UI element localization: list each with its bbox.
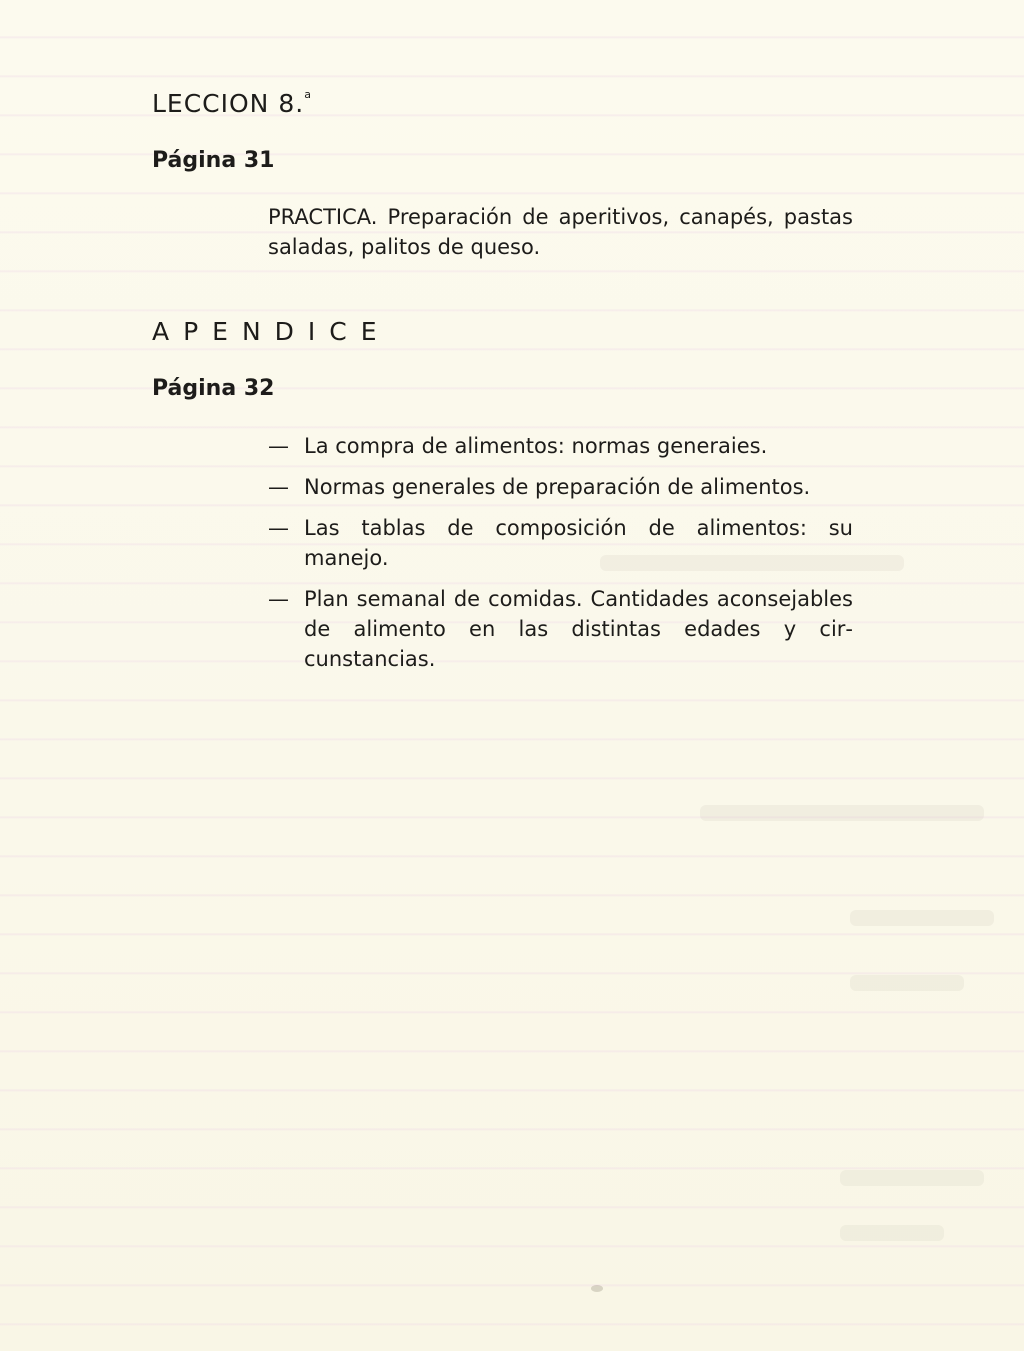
show-through-line (850, 975, 964, 991)
list-item (268, 431, 853, 461)
show-through-line (850, 910, 994, 926)
list-item-text: La compra de alimentos: normas generaies. (304, 434, 768, 458)
ink-smudge (591, 1285, 603, 1292)
lesson-page-label: Página 31 (152, 148, 275, 173)
list-item-text: Plan semanal de comidas. Cantidades aconsejables de alimento en las distintas edades y circunstancias. (304, 587, 853, 671)
list-item (268, 584, 853, 674)
show-through-line (840, 1170, 984, 1186)
dash-marker: — (268, 475, 289, 499)
lesson-title: LECCION 8.$^a$ (152, 88, 312, 118)
appendix-list (268, 431, 853, 685)
list-item-text: Las tablas de composición de alimentos: su manejo. (304, 516, 853, 570)
list-item (268, 472, 853, 502)
show-through-line (840, 1225, 944, 1241)
list-item-text: Normas generales de preparación de alimentos. (304, 475, 811, 499)
appendix-page-label: Página 32 (152, 376, 275, 401)
dash-marker: — (268, 516, 289, 540)
show-through-line (700, 805, 984, 821)
dash-marker: — (268, 587, 289, 611)
lesson-title-superscript: a (304, 88, 312, 101)
lesson-content: PRACTICA. Preparación de aperitivos, canapés, pastas saladas, palitos de queso. (268, 205, 853, 259)
appendix-title: APENDICE (152, 317, 391, 346)
list-item (268, 513, 853, 573)
dash-marker: — (268, 434, 289, 458)
